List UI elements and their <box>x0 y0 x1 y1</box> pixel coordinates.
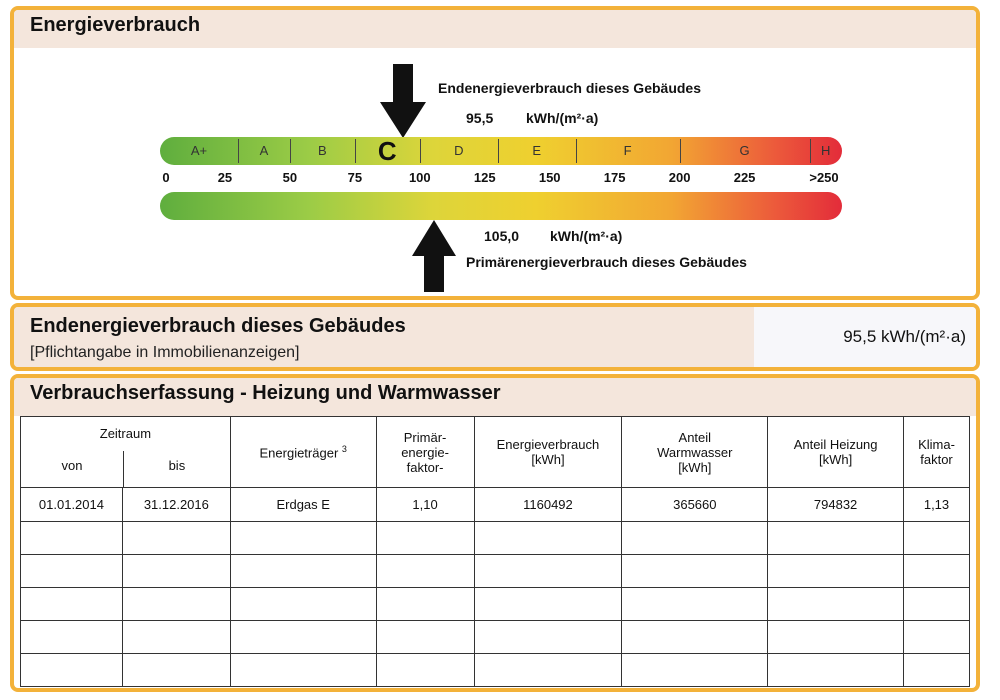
period-header <box>21 417 231 488</box>
energy-class-e: E <box>532 143 542 158</box>
primary-factor-header <box>376 417 474 488</box>
end-energy-value: 95,5 <box>466 110 494 126</box>
empty-table-cell <box>230 588 376 621</box>
primary-energy-bar <box>160 192 842 220</box>
end-energy-arrow-icon <box>380 64 426 138</box>
empty-table-cell <box>21 522 123 555</box>
empty-table-cell <box>376 522 474 555</box>
empty-table-cell <box>230 522 376 555</box>
end-energy-summary-title: Endenergieverbrauch dieses Gebäudes <box>30 315 406 337</box>
empty-table-cell <box>474 555 622 588</box>
empty-table-cell <box>904 522 970 555</box>
climate-line-1: Klima- <box>918 437 955 452</box>
heating-line-2: [kWh] <box>818 452 853 467</box>
empty-table-cell <box>622 621 768 654</box>
hot-water-header <box>622 417 768 488</box>
period-header-label: Zeitraum <box>99 426 152 441</box>
primary-energy-arrow-icon <box>412 220 456 292</box>
table-row <box>21 488 970 522</box>
empty-table-row <box>21 654 970 687</box>
empty-table-cell <box>474 522 622 555</box>
scale-tick: 150 <box>538 170 561 185</box>
consumption-line-1: Energieverbrauch <box>496 437 600 452</box>
scale-tick: 225 <box>733 170 756 185</box>
energy-class-d: D <box>454 143 464 158</box>
empty-table-cell <box>122 555 230 588</box>
empty-table-cell <box>622 588 768 621</box>
energy-class-h: H <box>821 143 831 158</box>
empty-table-cell <box>122 654 230 687</box>
table-cell: 1,10 <box>376 488 474 522</box>
empty-table-cell <box>904 621 970 654</box>
table-cell: 1,13 <box>904 488 970 522</box>
hot-water-line-3: [kWh] <box>678 459 712 475</box>
empty-table-cell <box>904 555 970 588</box>
scale-tick: 175 <box>603 170 626 185</box>
consumption-table <box>20 416 970 687</box>
empty-table-cell <box>376 555 474 588</box>
to-header: bis <box>123 451 230 487</box>
energy-class-separator <box>420 139 421 163</box>
energy-class-separator <box>576 139 577 163</box>
end-energy-unit: kWh/(m²·a) <box>526 110 599 126</box>
table-cell: 365660 <box>622 488 768 522</box>
empty-table-cell <box>474 654 622 687</box>
primary-factor-line-3: faktor- <box>406 459 444 475</box>
empty-table-cell <box>768 588 904 621</box>
hot-water-line-1: Anteil <box>678 429 712 445</box>
scale-tick: >250 <box>809 170 839 185</box>
empty-table-cell <box>622 555 768 588</box>
empty-table-cell <box>474 588 622 621</box>
energy-class-f: F <box>623 143 632 158</box>
empty-table-cell <box>21 588 123 621</box>
heating-line-1: Anteil Heizung <box>793 437 878 452</box>
scale-tick: 125 <box>473 170 496 185</box>
energy-class-aplus: A+ <box>190 143 208 158</box>
energy-panel-title: Energieverbrauch <box>14 10 976 48</box>
empty-table-row <box>21 588 970 621</box>
empty-table-cell <box>21 555 123 588</box>
empty-table-cell <box>904 654 970 687</box>
consumption-panel-title: Verbrauchserfassung - Heizung und Warmwasser <box>14 378 976 416</box>
table-cell: 794832 <box>768 488 904 522</box>
hot-water-line-2: Warmwasser <box>657 444 733 460</box>
energy-class-c: C <box>377 136 397 166</box>
scale-tick: 50 <box>282 170 298 185</box>
consumption-record-panel <box>10 374 980 692</box>
end-energy-summary-text <box>14 307 754 367</box>
energy-class-b: B <box>318 143 327 158</box>
heating-header <box>768 417 904 488</box>
energy-class-separator <box>238 139 239 163</box>
empty-table-cell <box>376 621 474 654</box>
energy-class-bar <box>160 137 842 165</box>
scale-tick: 0 <box>162 170 170 185</box>
empty-table-cell <box>122 621 230 654</box>
empty-table-cell <box>122 522 230 555</box>
energy-class-separator <box>498 139 499 163</box>
energy-consumption-panel <box>10 6 980 300</box>
empty-table-cell <box>768 522 904 555</box>
energy-class-g: G <box>739 143 750 158</box>
table-cell: Erdgas E <box>230 488 376 522</box>
energy-class-separator <box>290 139 291 163</box>
end-energy-summary-panel <box>10 303 980 371</box>
consumption-line-2: [kWh] <box>531 452 565 467</box>
end-energy-label: Endenergieverbrauch dieses Gebäudes <box>438 80 701 96</box>
empty-table-cell <box>122 588 230 621</box>
empty-table-cell <box>230 654 376 687</box>
primary-factor-line-1: Primär- <box>403 429 447 445</box>
empty-table-cell <box>376 588 474 621</box>
primary-energy-unit: kWh/(m²·a) <box>550 228 623 244</box>
end-energy-summary-subtitle: [Pflichtangabe in Immobilienanzeigen] <box>30 344 300 361</box>
scale-tick: 75 <box>347 170 363 185</box>
table-cell: 01.01.2014 <box>21 488 123 522</box>
table-cell: 31.12.2016 <box>122 488 230 522</box>
end-energy-summary-value: 95,5 kWh/(m²·a) <box>754 307 976 367</box>
carrier-header <box>230 417 376 488</box>
empty-table-cell <box>768 621 904 654</box>
energy-class-separator <box>680 139 681 163</box>
empty-table-row <box>21 522 970 555</box>
from-header: von <box>61 458 83 473</box>
empty-table-cell <box>768 654 904 687</box>
climate-header <box>904 417 970 488</box>
empty-table-row <box>21 555 970 588</box>
consumption-header <box>474 417 622 488</box>
scale-tick: 100 <box>408 170 431 185</box>
empty-table-cell <box>230 555 376 588</box>
empty-table-cell <box>376 654 474 687</box>
table-header-row <box>21 417 970 488</box>
carrier-header-label: Energieträger <box>259 445 339 461</box>
energy-class-separator <box>355 139 356 163</box>
scale-tick: 25 <box>217 170 233 185</box>
empty-table-cell <box>230 621 376 654</box>
empty-table-cell <box>622 522 768 555</box>
primary-factor-line-2: energie- <box>401 444 449 460</box>
primary-energy-value: 105,0 <box>484 228 520 244</box>
primary-energy-label: Primärenergieverbrauch dieses Gebäudes <box>466 254 747 270</box>
empty-table-cell <box>474 621 622 654</box>
scale-tick: 200 <box>668 170 691 185</box>
empty-table-cell <box>904 588 970 621</box>
table-cell: 1160492 <box>474 488 622 522</box>
empty-table-row <box>21 621 970 654</box>
empty-table-cell <box>622 654 768 687</box>
energy-class-a: A <box>259 143 269 158</box>
climate-line-2: faktor <box>920 452 953 467</box>
empty-table-cell <box>768 555 904 588</box>
empty-table-cell <box>21 654 123 687</box>
energy-class-separator <box>810 139 811 163</box>
carrier-footnote: 3 <box>341 443 347 454</box>
empty-table-cell <box>21 621 123 654</box>
